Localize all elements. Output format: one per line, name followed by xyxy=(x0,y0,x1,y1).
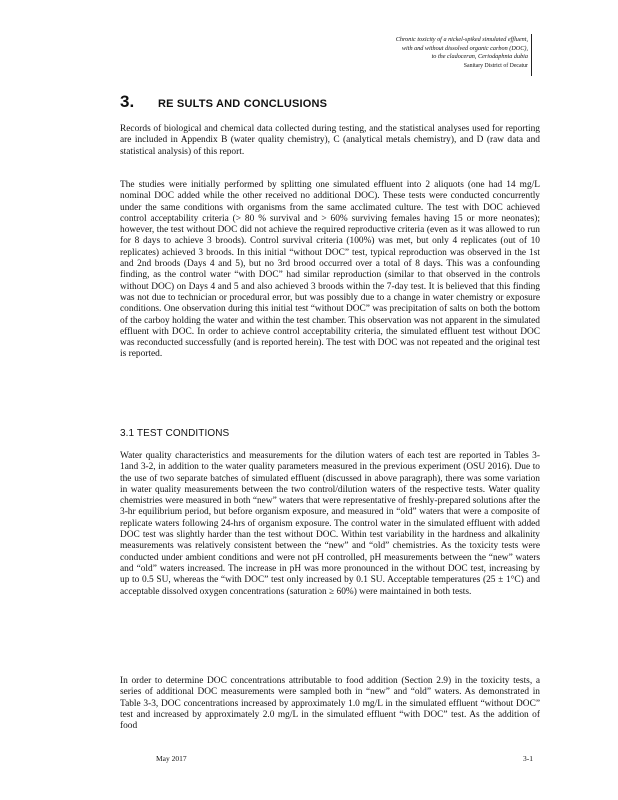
paragraph-3 xyxy=(120,451,540,598)
paragraph-1 xyxy=(120,124,540,158)
section-title: RE SULTS AND CONCLUSIONS xyxy=(158,98,328,110)
paragraph-2 xyxy=(120,180,540,361)
paragraph-1-text: Records of biological and chemical data collected during testing, and the statistical analyses used for reporting are included in Appendix B (water quality chemistry), C (analytical metals chemistry), and D (raw data and statistical analysis) of this report. xyxy=(120,124,540,157)
paragraph-4-text: In order to determine DOC concentrations attributable to food addition (Section 2.9) in the toxicity tests, a series of additional DOC measurements were sampled both in “new” and “old” waters. As demonstrated in Table 3-3, DOC concentrations increased by approximately 1.0 mg/L in the simulated effluent “without DOC” test and increased by approximately 2.0 mg/L in the simulated effluent “with DOC” test. As the addition of food xyxy=(120,676,540,732)
header-divider xyxy=(531,34,532,76)
paragraph-3-text: Water quality characteristics and measurements for the dilution waters of each test are reported in Tables 3-1and 3-2, in addition to the water quality parameters measured in the previous experiment (OSU 2016). Due to the use of two separate batches of simulated effluent (discussed in above paragraph), there was some variation in water quality measurements between the two control/dilution waters of the respective tests. Water quality chemistries were measured in both “new” waters that were representative of freshly-prepared solutions after the 3-hr equilibrium period, but before organism exposure, and measured in “old” waters that were a composite of replicate waters following 24-hrs of organism exposure. The control water in the simulated effluent with added DOC test was slightly harder than the test without DOC. Within test variability in the hardness and alkalinity measurements was relatively consistent between the “new” and “old” chemistries. As the toxicity tests were conducted under ambient conditions and were not pH controlled, pH measurements between the “new” waters and “old” waters increased. The increase in pH was more pronounced in the without DOC test, increasing by up to 0.5 SU, whereas the “with DOC” test only increased by 0.1 SU. Acceptable temperatures (25 ± 1°C) and acceptable dissolved oxygen concentrations (saturation ≥ 60%) were maintained in both tests. xyxy=(120,451,540,597)
footer-page-number: 3-1 xyxy=(523,754,533,763)
header-title-line-2: with and without dissolved organic carbon (DOC), xyxy=(401,44,528,52)
section-number: 3. xyxy=(120,92,135,111)
paragraph-4 xyxy=(120,676,540,732)
header-title-line-3: to the cladoceran, Ceriodaphnia dubia xyxy=(431,53,528,61)
header-title-line-1: Chronic toxicity of a nickel-spiked simulated effluent, xyxy=(395,36,528,43)
running-header xyxy=(288,36,528,70)
subsection-heading: 3.1 TEST CONDITIONS xyxy=(120,428,230,439)
paragraph-2-text: The studies were initially performed by splitting one simulated effluent into 2 aliquots (one had 14 mg/L nominal DOC added while the other received no additional DOC). These tests were conducted concurrently under the same conditions with organisms from the same acclimated culture. The test with DOC achieved control acceptability criteria (> 80 % survival and > 60% surviving females having 15 or more neonates); however, the test without DOC did not achieve the required reproductive criteria (even as it was allowed to run for 8 days to achieve 3 broods). Control survival criteria (100%) was met, but only 4 replicates (out of 10 replicates) achieved 3 broods. In this initial “without DOC” test, typical reproduction was observed in the 1st and 2nd broods (Days 4 and 5), but no 3rd brood occurred over a total of 8 days. This was a confounding finding, as the control water “with DOC” had similar reproduction (similar to that observed in the controls without DOC) on Days 4 and 5 and also achieved 3 broods within the 7-day test. It is believed that this finding was not due to technician or procedural error, but was possibly due to a change in water chemistry or exposure conditions. One observation during this initial test “without DOC” was precipitation of salts on both the bottom of the carboy holding the water and within the test chamber. This observation was not apparent in the simulated effluent with DOC. In order to achieve control acceptability criteria, the simulated effluent test without DOC was reconducted successfully (and is reported herein). The test with DOC was not repeated and the original test is reported. xyxy=(120,180,540,360)
footer-date: May 2017 xyxy=(156,754,187,763)
header-organization: Sanitary District of Decatur xyxy=(463,62,528,69)
section-heading xyxy=(120,92,327,112)
